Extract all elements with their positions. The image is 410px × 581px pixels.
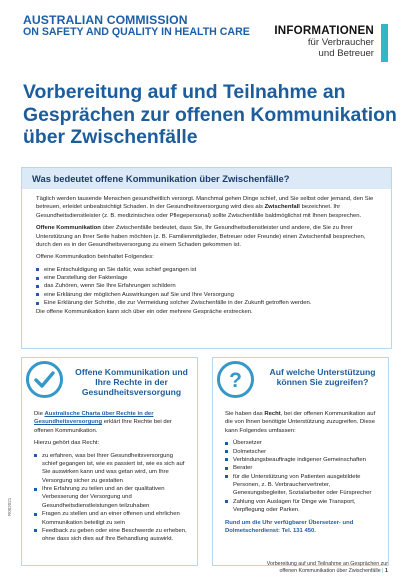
list-item: eine Entschuldigung an Sie dafür, was schief gegangen ist [36, 266, 381, 274]
document-code: R002021 [7, 497, 12, 516]
section-2-header [22, 358, 197, 410]
footer-line-1: Vorbereitung auf und Teilnahme an Gesprächen zur [266, 561, 388, 567]
list-item: das Zuhören, wenn Sie Ihre Erfahrungen schildern [36, 282, 381, 290]
list-item: Fragen zu stellen und an einer offenen und ehrlichen Kommunikation beteiligt zu sein [34, 510, 189, 527]
interpreter-service-note: Rund um die Uhr verfügbarer Übersetzer- und Dolmetscherdienst: Tel. 131 450. [225, 519, 354, 534]
section-rights [21, 357, 198, 566]
section-1-paragraph-1: Täglich werden tausende Menschen gesundheitlich versorgt. Manchmal gehen Dinge schief, und Sie selbst oder jemand, den Sie betreuen, erleidet unbeabsichtigt Schaden. In der Gesundheitsversorgung wird dies als Zwischenfall bezeichnet. Ihr Gesundheitsdienstleister (z. B. medizinisches oder Pflegepersonal) sollte Zwischenfälle baldmöglichst mit Ihnen besprechen. [36, 196, 374, 219]
svg-text:?: ? [229, 369, 242, 392]
section-2-paragraph-1: Die Australische Charta über Rechte in der Gesundheitsversorgung erklärt Ihre Rechte bei der offenen Kommunikation. [34, 411, 172, 434]
section-1-paragraph-2: Offene Kommunikation über Zwischenfälle bedeutet, dass Sie, Ihr Gesundheitsdienstleister und andere, die Sie zu Ihrer Unterstützung an Ihrer Seite haben möchten (z. B. Familienmitglieder, Betreuer oder Freunde) einen Zwischenfall besprechen, durch den es in der Gesundheitsversorgung zu einem Schaden gekommen ist. [36, 225, 366, 248]
checkmark-circle-icon [26, 361, 63, 398]
footer-line-2: offenen Kommunikation über Zwischenfälle | 1 [279, 567, 388, 574]
commission-logo [23, 14, 250, 39]
info-sub-1: für Verbraucher [307, 37, 374, 49]
list-item: Dolmetscher [225, 448, 380, 456]
section-3-body [213, 410, 388, 535]
info-sub-2: und Betreuer [318, 48, 374, 60]
section-support [212, 357, 389, 566]
list-item: Verbindungsbeauftragte indigener Gemeinschaften [225, 456, 380, 464]
info-label [274, 24, 374, 59]
list-item: Feedback zu geben oder eine Beschwerde zu erheben, ohne dass sich dies auf Ihre Behandlung auswirkt. [34, 527, 189, 544]
section-2-title: Offene Kommunikation und Ihre Rechte in der Gesundheitsversorgung [75, 367, 188, 398]
info-accent-bar [381, 24, 388, 62]
section-1-title: Was bedeutet offene Kommunikation über Zwischenfälle? [32, 173, 290, 184]
list-item: Zahlung von Auslagen für Dinge wie Transport, Verpflegung oder Parken. [225, 498, 380, 515]
section-1-list [36, 266, 381, 308]
list-item: für die Unterstützung von Patienten ausgebildete Personen, z. B. Verbrauchervertreter, Genesungsbegleiter, Sozialarbeiter oder Fürsprecher [225, 473, 380, 498]
section-2-body [22, 410, 197, 544]
section-3-header [213, 358, 388, 410]
question-mark-circle-icon [217, 361, 254, 398]
list-item: Ihre Erfahrung zu teilen und an der qualitativen Verbesserung der Versorgung und Gesundheitsdienstleistungen teilzuhaben [34, 485, 189, 510]
list-item: eine Erklärung der möglichen Auswirkungen auf Sie und Ihre Versorgung [36, 291, 381, 299]
charter-link[interactable]: Australische Charta über Rechte in der Gesundheitsversorgung [34, 411, 154, 426]
logo-line-2: ON SAFETY AND QUALITY IN HEALTH CARE [23, 26, 250, 39]
section-1-closing: Die offene Kommunikation kann sich über ein oder mehrere Gespräche erstrecken. [36, 308, 253, 315]
section-1-body [22, 189, 391, 316]
section-3-list [225, 439, 380, 514]
list-item: eine Darstellung der Faktenlage [36, 274, 381, 282]
page-number: 1 [385, 567, 388, 574]
logo-line-1: AUSTRALIAN COMMISSION [23, 13, 188, 27]
section-1-header [22, 168, 391, 189]
list-item: zu erfahren, was bei Ihrer Gesundheitsversorgung schief gegangen ist, wie es passiert ist, wie es sich auf Sie auswirken kann und was getan wird, um Ihre Versorgung sicher zu gestalten [34, 452, 189, 486]
list-item: Übersetzer [225, 439, 380, 447]
section-2-list [34, 452, 189, 544]
section-3-title: Auf welche Unterstützung können Sie zugreifen? [269, 367, 376, 388]
section-2-list-intro: Hierzu gehört das Recht: [34, 440, 100, 447]
list-item: Berater [225, 464, 380, 472]
document-title: Vorbereitung auf und Teilnahme an Gesprächen zur offenen Kommunikation über Zwischenfälle [23, 81, 397, 148]
list-item: Eine Erklärung der Schritte, die zur Vermeidung solcher Zwischenfälle in der Zukunft getroffen werden. [36, 299, 381, 307]
section-1-list-intro: Offene Kommunikation beinhaltet Folgendes: [36, 254, 154, 261]
info-heading: INFORMATIONEN [274, 24, 374, 37]
section-what-is-open-disclosure [21, 167, 392, 349]
section-3-paragraph-1: Sie haben das Recht, bei der offenen Kommunikation auf die von Ihnen benötigte Unterstützung zuzugreifen. Diese kann Folgendes umfassen: [225, 411, 376, 434]
page-footer [267, 561, 388, 575]
